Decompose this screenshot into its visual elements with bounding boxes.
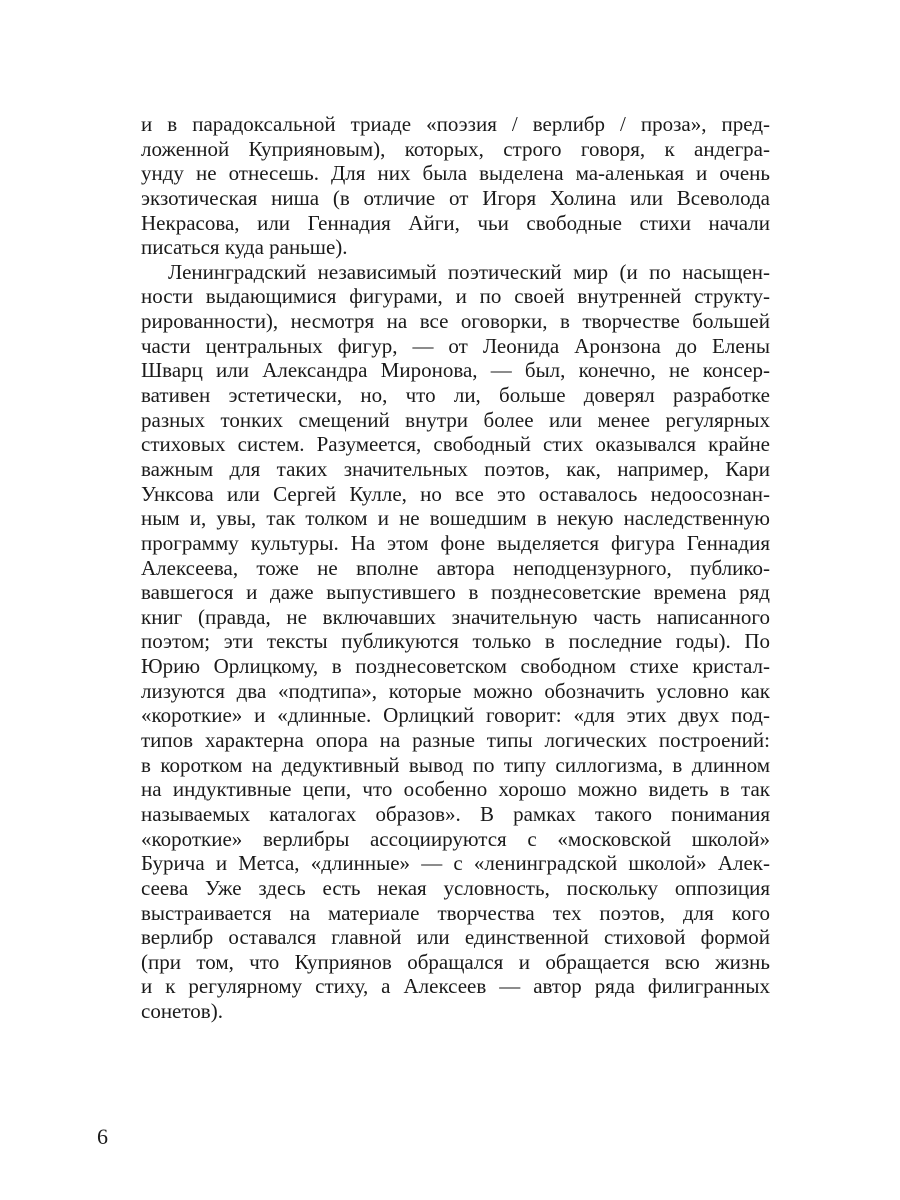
text-line: в коротком на дедуктивный вывод по типу силлогизма, в длинном	[141, 752, 770, 777]
text-line: писаться куда раньше).	[141, 235, 348, 260]
text-line: Шварц или Александра Миронова, — был, конечно, не консер-	[141, 358, 770, 383]
text-line: «короткие» и «длинные. Орлицкий говорит: «для этих двух под-	[141, 703, 770, 728]
text-line: Ленинградский независимый поэтический мир (и по насыщен-	[168, 259, 770, 284]
text-line: ным и, увы, так толком и не вошедшим в некую наследственную	[141, 506, 770, 531]
text-line: и к регулярному стиху, а Алексеев — автор ряда филигранных	[141, 974, 770, 999]
text-line: на индуктивные цепи, что особенно хорошо можно видеть в так	[141, 777, 770, 802]
text-line: экзотическая ниша (в отличие от Игоря Холина или Всеволода	[141, 185, 770, 210]
text-line: унду не отнесешь. Для них была выделена ма-аленькая и очень	[141, 161, 770, 186]
text-line: верлибр оставался главной или единственной стиховой формой	[141, 925, 770, 950]
text-line: программу культуры. На этом фоне выделяется фигура Геннадия	[141, 530, 770, 555]
paragraph	[141, 260, 770, 1024]
text-line: важным для таких значительных поэтов, как, например, Кари	[141, 456, 770, 481]
text-line: Бурича и Метса, «длинные» — с «ленинградской школой» Алек-	[141, 851, 770, 876]
text-line: поэтом; эти тексты публикуются только в последние годы). По	[141, 629, 770, 654]
text-line: вативен эстетически, но, что ли, больше доверял разработке	[141, 383, 770, 408]
text-line: сонетов).	[141, 999, 223, 1024]
text-line: Некрасова, или Геннадия Айги, чьи свободные стихи начали	[141, 210, 770, 235]
text-line: части центральных фигур, — от Леонида Аронзона до Елены	[141, 333, 770, 358]
text-line: выстраивается на материале творчества тех поэтов, для кого	[141, 900, 770, 925]
page-number: 6	[97, 1124, 108, 1149]
text-line: Унксова или Сергей Кулле, но все это оставалось недоосознан-	[141, 481, 770, 506]
text-line: Юрию Орлицкому, в позднесоветском свободном стихе кристал-	[141, 654, 770, 679]
text-line: называемых каталогах образов». В рамках такого понимания	[141, 801, 770, 826]
text-line: (при том, что Куприянов обращался и обращается всю жизнь	[141, 949, 770, 974]
text-line: типов характерна опора на разные типы логических построений:	[141, 728, 770, 753]
text-line: книг (правда, не включавших значительную часть написанного	[141, 604, 770, 629]
text-line: и в парадоксальной триаде «поэзия / верлибр / проза», пред-	[141, 112, 770, 136]
text-line: рированности), несмотря на все оговорки, в творчестве большей	[141, 309, 770, 334]
text-line: лизуются два «подтипа», которые можно обозначить условно как	[141, 678, 770, 703]
text-line: вавшегося и даже выпустившего в позднесоветские времена ряд	[141, 580, 770, 605]
text-line: Алексеева, тоже не вполне автора неподцензурного, публико-	[141, 555, 770, 580]
text-line: сеева Уже здесь есть некая условность, поскольку оппозиция	[141, 875, 770, 900]
text-line: «короткие» верлибры ассоциируются с «московской школой»	[141, 826, 770, 851]
text-line: стиховых систем. Разумеется, свободный стих оказывался крайне	[141, 432, 770, 457]
text-line: ности выдающимися фигурами, и по своей внутренней структу-	[141, 284, 770, 309]
text-line: ложенной Куприяновым), которых, строго говоря, к андегра-	[141, 136, 770, 161]
paragraph	[141, 112, 770, 260]
body-text	[141, 112, 770, 1024]
text-line: разных тонких смещений внутри более или менее регулярных	[141, 407, 770, 432]
